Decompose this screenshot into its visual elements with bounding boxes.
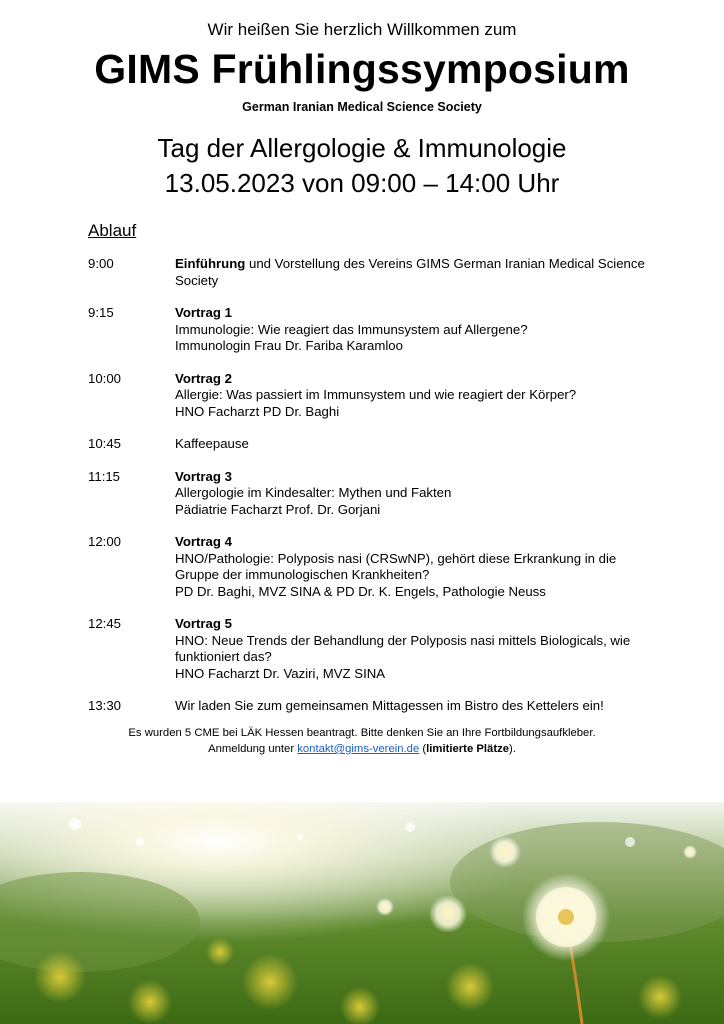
agenda-item (88, 305, 648, 355)
day-title: Tag der Allergologie & Immunologie (157, 133, 567, 163)
agenda-time: 13:30 (88, 698, 122, 713)
talk-topic: Allergie: Was passiert im Immunsystem und wie reagiert der Körper? (175, 387, 577, 402)
agenda-time: 9:15 (88, 305, 114, 320)
dandelion-meadow-image (0, 802, 724, 1024)
talk-speaker: HNO Facharzt PD Dr. Baghi (175, 403, 340, 419)
talk-topic: HNO: Neue Trends der Behandlung der Polyposis nasi mittels Biologicals, wie funktioniert das? (175, 632, 631, 664)
agenda-item (88, 256, 648, 289)
footer-note (0, 725, 724, 757)
talk-title: Vortrag 5 (175, 616, 232, 631)
registration-line (0, 741, 724, 757)
talk-speaker: Pädiatrie Facharzt Prof. Dr. Gorjani (175, 501, 381, 517)
talk-topic: HNO/Pathologie: Polyposis nasi (CRSwNP), gehört diese Erkrankung in die Gruppe der immunologischen Krankheiten? (175, 550, 617, 582)
spring-meadow-photo (0, 802, 724, 1024)
talk-title: Vortrag 2 (175, 370, 232, 386)
talk-title: Vortrag 3 (175, 468, 232, 484)
agenda-text: Wir laden Sie zum gemeinsamen Mittagessen im Bistro des Kettelers ein! (175, 698, 604, 713)
agenda-heading: Ablauf (88, 221, 137, 240)
talk-topic: Allergologie im Kindesalter: Mythen und Fakten (175, 485, 452, 500)
talk-topic: Immunologie: Wie reagiert das Immunsystem auf Allergene? (175, 321, 528, 337)
agenda-item (88, 371, 648, 421)
registration-prefix: Anmeldung unter (208, 743, 298, 755)
agenda-time: 10:00 (88, 370, 122, 386)
talk-speaker: HNO Facharzt Dr. Vaziri, MVZ SINA (175, 665, 386, 681)
agenda-item (88, 698, 648, 715)
registration-mid: ( (419, 743, 427, 755)
agenda-time: 11:15 (88, 468, 121, 484)
agenda-item (88, 436, 648, 453)
talk-title: Vortrag 1 (175, 305, 232, 320)
agenda-item (88, 616, 648, 682)
talk-speaker: PD Dr. Baghi, MVZ SINA & PD Dr. K. Engels, Pathologie Neuss (175, 583, 546, 599)
agenda-item (88, 469, 648, 519)
agenda-time: 10:45 (88, 436, 122, 451)
agenda-list (88, 256, 648, 715)
agenda-text: Kaffeepause (175, 436, 249, 451)
talk-speaker: Immunologin Frau Dr. Fariba Karamloo (175, 338, 403, 353)
agenda-time: 12:00 (88, 534, 122, 549)
organization-name: German Iranian Medical Science Society (242, 100, 482, 114)
registration-suffix: ). (509, 743, 516, 755)
agenda-bold-text: Einführung (175, 256, 246, 271)
agenda-item (88, 534, 648, 600)
page-title: GIMS Frühlingssymposium (94, 46, 630, 92)
limited-seats: limitierte Plätze (426, 743, 510, 755)
agenda-time: 12:45 (88, 616, 122, 631)
event-date: 13.05.2023 von 09:00 – 14:00 Uhr (164, 168, 560, 198)
agenda-text: und Vorstellung des Vereins GIMS German Iranian Medical Science Society (175, 256, 645, 288)
talk-title: Vortrag 4 (175, 534, 232, 549)
email-link[interactable]: kontakt@gims-verein.de (297, 743, 420, 755)
cme-note: Es wurden 5 CME bei LÄK Hessen beantragt. Bitte denken Sie an Ihre Fortbildungsaufkleber. (128, 727, 596, 739)
agenda-time: 9:00 (88, 256, 114, 271)
welcome-text: Wir heißen Sie herzlich Willkommen zum (207, 20, 517, 39)
